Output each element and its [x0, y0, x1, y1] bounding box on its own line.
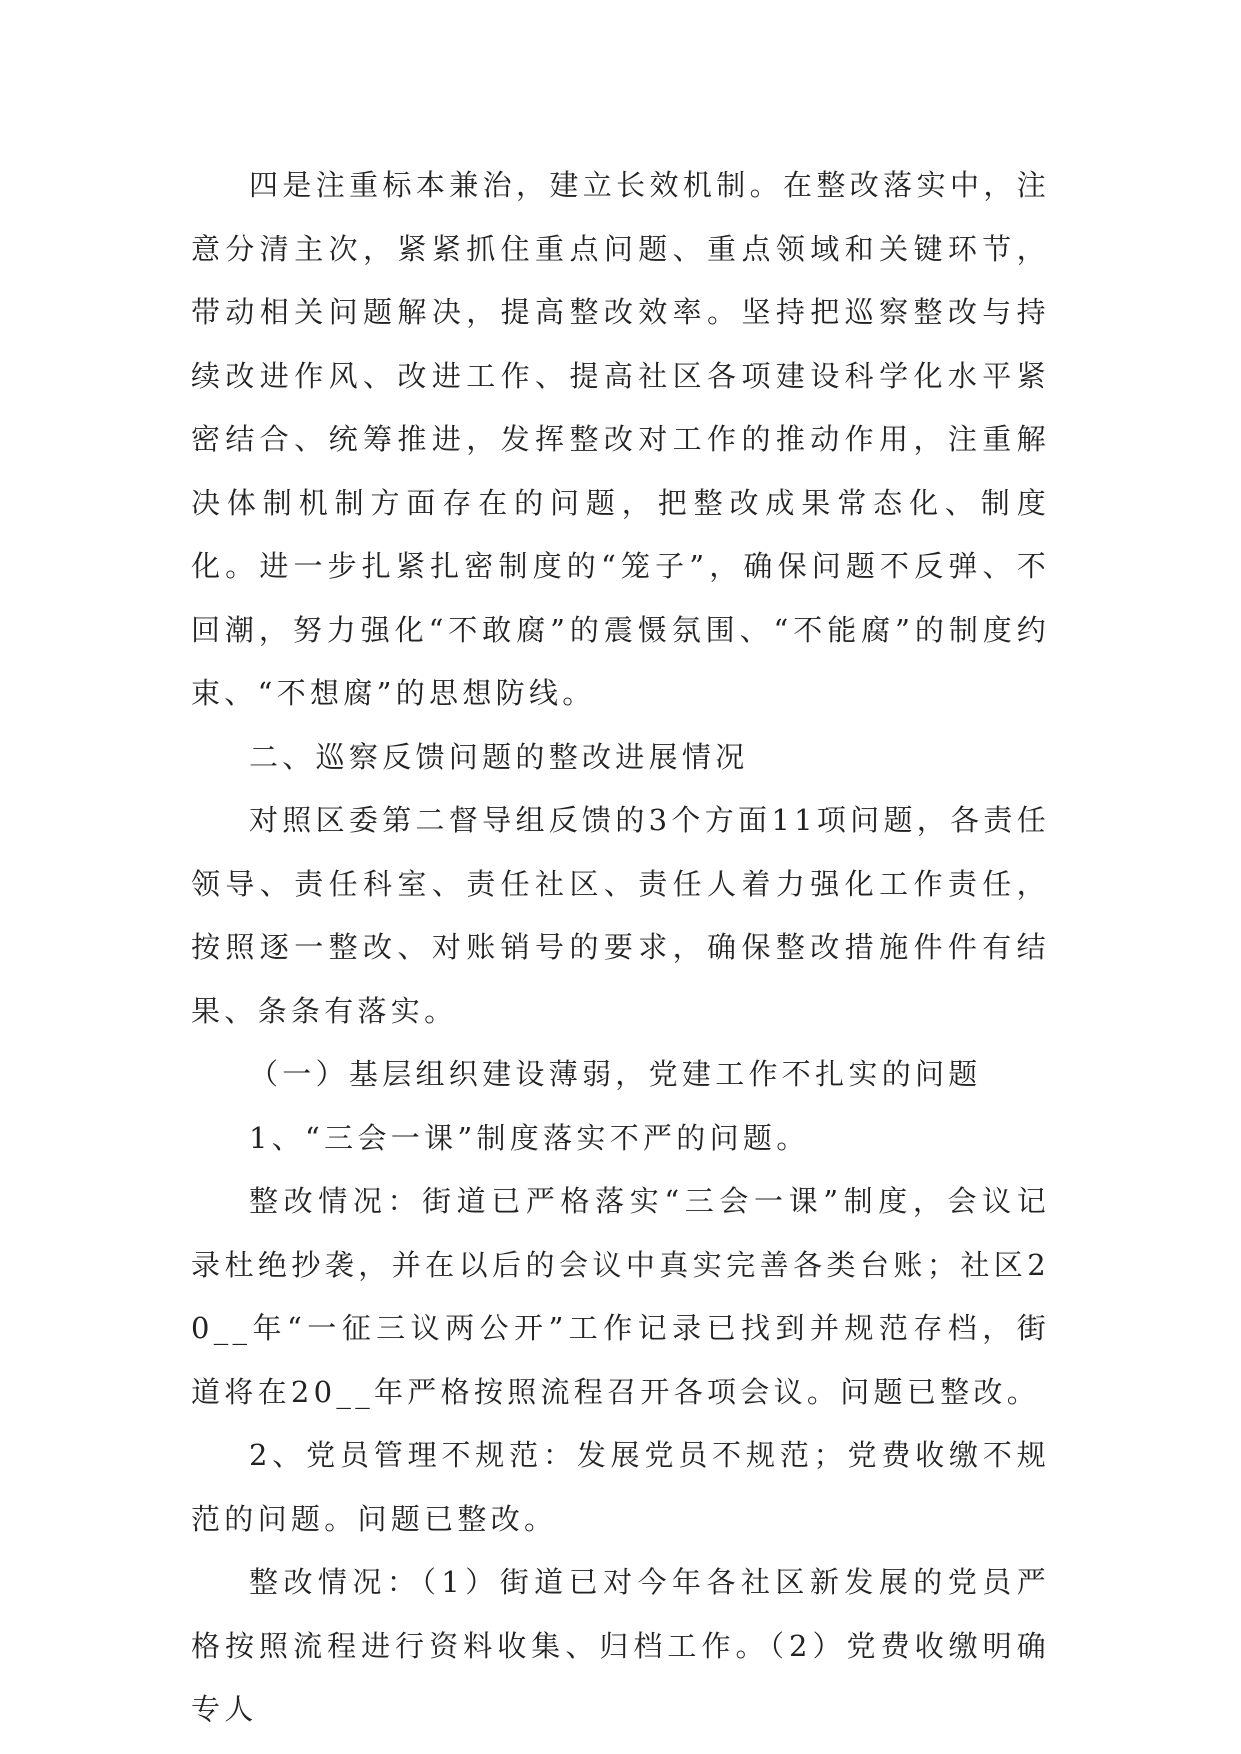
issue-two-rectification: 整改情况：（1）街道已对今年各社区新发展的党员严格按照流程进行资料收集、归档工作。（2）党费收缴明确专人: [191, 1565, 1050, 1726]
paragraph-overview: 对照区委第二督导组反馈的3个方面11项问题，各责任领导、责任科室、责任社区、责任人着力强化工作责任，按照逐一整改、对账销号的要求，确保整改措施件件有结果、条条有落实。: [191, 803, 1050, 1028]
issue-one-heading: 1、“三会一课”制度落实不严的问题。: [249, 1120, 810, 1155]
issue-two-heading: 2、党员管理不规范：发展党员不规范；党费收缴不规范的问题。问题已整改。: [191, 1438, 1050, 1536]
document-page: [191, 154, 1050, 1742]
paragraph-rectification-principle-four: 四是注重标本兼治，建立长效机制。在整改落实中，注意分清主次，紧紧抓住重点问题、重点领域和关键环节，带动相关问题解决，提高整改效率。坚持把巡察整改与持续改进作风、改进工作、提高社区各项建设科学化水平紧密结合、统筹推进，发挥整改对工作的推动作用，注重解决体制机制方面存在的问题，把整改成果常态化、制度化。进一步扎紧扎密制度的“笼子”，确保问题不反弹、不回潮，努力强化“不敢腐”的震慑氛围、“不能腐”的制度约束、“不想腐”的思想防线。: [191, 168, 1050, 710]
section-heading-progress: 二、巡察反馈问题的整改进展情况: [249, 739, 749, 774]
issue-one-rectification: 整改情况：街道已严格落实“三会一课”制度，会议记录杜绝抄袭，并在以后的会议中真实完善各类台账；社区20__年“一征三议两公开”工作记录已找到并规范存档，街道将在20__年严格按照流程召开各项会议。问题已整改。: [191, 1184, 1050, 1409]
subsection-heading-grassroots: （一）基层组织建设薄弱，党建工作不扎实的问题: [249, 1057, 982, 1091]
